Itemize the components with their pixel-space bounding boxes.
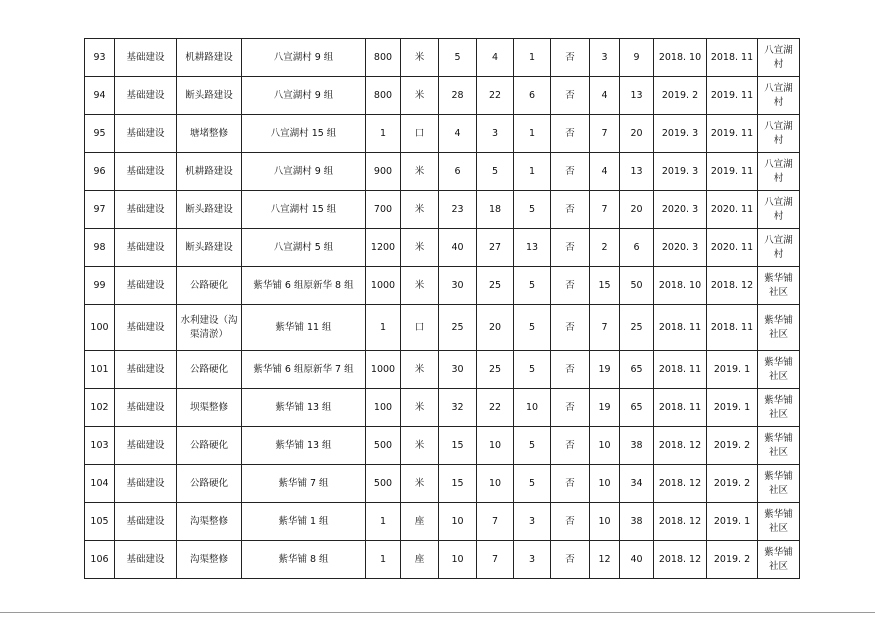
cell-relocation-flag: 否 — [551, 427, 590, 465]
cell-scale: 1 — [366, 115, 401, 153]
cell-beneficiary-persons: 20 — [620, 115, 654, 153]
cell-project-name: 公路硬化 — [177, 267, 242, 305]
cell-row-number: 98 — [85, 229, 115, 267]
cell-responsible-unit: 紫华铺社区 — [758, 427, 800, 465]
cell-location: 紫华铺 7 组 — [242, 465, 366, 503]
cell-beneficiary-households: 7 — [590, 305, 620, 351]
cell-location: 八宣湖村 15 组 — [242, 115, 366, 153]
cell-unit: 米 — [401, 465, 439, 503]
cell-start-date: 2020. 3 — [654, 191, 707, 229]
cell-location: 紫华铺 6 组原新华 7 组 — [242, 351, 366, 389]
cell-total-investment: 10 — [439, 541, 477, 579]
cell-scale: 1000 — [366, 267, 401, 305]
cell-scale: 1 — [366, 305, 401, 351]
cell-unit: 米 — [401, 229, 439, 267]
cell-location: 紫华铺 1 组 — [242, 503, 366, 541]
cell-self-raised-funds: 5 — [514, 427, 551, 465]
cell-beneficiary-persons: 6 — [620, 229, 654, 267]
cell-total-investment: 40 — [439, 229, 477, 267]
cell-beneficiary-persons: 9 — [620, 39, 654, 77]
table-row — [85, 267, 800, 305]
table-row — [85, 229, 800, 267]
cell-end-date: 2019. 1 — [707, 351, 758, 389]
cell-total-investment: 23 — [439, 191, 477, 229]
cell-total-investment: 5 — [439, 39, 477, 77]
cell-unit: 米 — [401, 77, 439, 115]
cell-category: 基础建设 — [115, 503, 177, 541]
cell-relocation-flag: 否 — [551, 351, 590, 389]
cell-scale: 500 — [366, 465, 401, 503]
cell-unit: 米 — [401, 427, 439, 465]
cell-responsible-unit: 八宣湖村 — [758, 153, 800, 191]
cell-start-date: 2019. 3 — [654, 115, 707, 153]
cell-row-number: 104 — [85, 465, 115, 503]
table-row — [85, 39, 800, 77]
cell-relocation-flag: 否 — [551, 389, 590, 427]
cell-scale: 800 — [366, 77, 401, 115]
cell-beneficiary-households: 19 — [590, 389, 620, 427]
cell-beneficiary-households: 7 — [590, 115, 620, 153]
cell-self-raised-funds: 5 — [514, 305, 551, 351]
cell-self-raised-funds: 10 — [514, 389, 551, 427]
cell-self-raised-funds: 5 — [514, 191, 551, 229]
cell-end-date: 2019. 1 — [707, 389, 758, 427]
cell-category: 基础建设 — [115, 351, 177, 389]
cell-scale: 500 — [366, 427, 401, 465]
cell-self-raised-funds: 3 — [514, 541, 551, 579]
cell-beneficiary-households: 10 — [590, 503, 620, 541]
table-row — [85, 191, 800, 229]
cell-row-number: 100 — [85, 305, 115, 351]
cell-location: 八宣湖村 9 组 — [242, 77, 366, 115]
cell-category: 基础建设 — [115, 389, 177, 427]
cell-start-date: 2018. 12 — [654, 465, 707, 503]
cell-unit: 米 — [401, 39, 439, 77]
cell-project-name: 断头路建设 — [177, 229, 242, 267]
cell-unit: 米 — [401, 351, 439, 389]
cell-unit: 座 — [401, 503, 439, 541]
table-row — [85, 351, 800, 389]
table-row — [85, 389, 800, 427]
cell-row-number: 101 — [85, 351, 115, 389]
cell-special-funds: 27 — [477, 229, 514, 267]
cell-project-name: 断头路建设 — [177, 191, 242, 229]
cell-responsible-unit: 八宣湖村 — [758, 115, 800, 153]
cell-location: 八宣湖村 9 组 — [242, 39, 366, 77]
cell-scale: 1000 — [366, 351, 401, 389]
cell-scale: 1 — [366, 541, 401, 579]
cell-responsible-unit: 紫华铺社区 — [758, 267, 800, 305]
cell-scale: 1200 — [366, 229, 401, 267]
cell-self-raised-funds: 5 — [514, 465, 551, 503]
cell-project-name: 机耕路建设 — [177, 39, 242, 77]
cell-self-raised-funds: 1 — [514, 39, 551, 77]
cell-unit: 米 — [401, 267, 439, 305]
cell-project-name: 公路硬化 — [177, 351, 242, 389]
cell-special-funds: 4 — [477, 39, 514, 77]
cell-special-funds: 10 — [477, 465, 514, 503]
cell-responsible-unit: 紫华铺社区 — [758, 305, 800, 351]
cell-beneficiary-persons: 25 — [620, 305, 654, 351]
cell-total-investment: 32 — [439, 389, 477, 427]
cell-beneficiary-households: 2 — [590, 229, 620, 267]
cell-responsible-unit: 紫华铺社区 — [758, 503, 800, 541]
cell-scale: 900 — [366, 153, 401, 191]
cell-beneficiary-persons: 50 — [620, 267, 654, 305]
cell-category: 基础建设 — [115, 541, 177, 579]
cell-responsible-unit: 紫华铺社区 — [758, 541, 800, 579]
cell-start-date: 2018. 10 — [654, 267, 707, 305]
cell-unit: 口 — [401, 305, 439, 351]
cell-special-funds: 7 — [477, 503, 514, 541]
cell-start-date: 2018. 11 — [654, 305, 707, 351]
cell-self-raised-funds: 13 — [514, 229, 551, 267]
cell-scale: 700 — [366, 191, 401, 229]
cell-location: 紫华铺 13 组 — [242, 389, 366, 427]
cell-project-name: 机耕路建设 — [177, 153, 242, 191]
cell-special-funds: 22 — [477, 77, 514, 115]
project-table — [84, 38, 800, 579]
cell-relocation-flag: 否 — [551, 115, 590, 153]
cell-responsible-unit: 紫华铺社区 — [758, 389, 800, 427]
cell-total-investment: 10 — [439, 503, 477, 541]
cell-category: 基础建设 — [115, 427, 177, 465]
cell-special-funds: 22 — [477, 389, 514, 427]
cell-start-date: 2018. 12 — [654, 503, 707, 541]
cell-total-investment: 25 — [439, 305, 477, 351]
cell-end-date: 2018. 12 — [707, 267, 758, 305]
cell-start-date: 2018. 10 — [654, 39, 707, 77]
cell-start-date: 2018. 12 — [654, 541, 707, 579]
cell-total-investment: 4 — [439, 115, 477, 153]
cell-category: 基础建设 — [115, 77, 177, 115]
cell-category: 基础建设 — [115, 267, 177, 305]
cell-beneficiary-households: 19 — [590, 351, 620, 389]
cell-beneficiary-persons: 20 — [620, 191, 654, 229]
cell-project-name: 坝渠整修 — [177, 389, 242, 427]
cell-beneficiary-households: 4 — [590, 77, 620, 115]
cell-row-number: 99 — [85, 267, 115, 305]
cell-self-raised-funds: 1 — [514, 153, 551, 191]
cell-row-number: 103 — [85, 427, 115, 465]
table-row — [85, 305, 800, 351]
cell-project-name: 沟渠整修 — [177, 541, 242, 579]
cell-start-date: 2019. 3 — [654, 153, 707, 191]
cell-scale: 800 — [366, 39, 401, 77]
cell-category: 基础建设 — [115, 229, 177, 267]
cell-special-funds: 25 — [477, 267, 514, 305]
cell-relocation-flag: 否 — [551, 503, 590, 541]
cell-location: 紫华铺 11 组 — [242, 305, 366, 351]
cell-beneficiary-persons: 65 — [620, 389, 654, 427]
cell-relocation-flag: 否 — [551, 541, 590, 579]
cell-total-investment: 15 — [439, 427, 477, 465]
cell-location: 八宣湖村 9 组 — [242, 153, 366, 191]
cell-category: 基础建设 — [115, 153, 177, 191]
cell-self-raised-funds: 5 — [514, 267, 551, 305]
cell-location: 紫华铺 13 组 — [242, 427, 366, 465]
table-row — [85, 541, 800, 579]
cell-beneficiary-households: 4 — [590, 153, 620, 191]
table-row — [85, 77, 800, 115]
cell-beneficiary-households: 12 — [590, 541, 620, 579]
cell-row-number: 94 — [85, 77, 115, 115]
cell-category: 基础建设 — [115, 39, 177, 77]
cell-beneficiary-households: 3 — [590, 39, 620, 77]
cell-end-date: 2019. 11 — [707, 153, 758, 191]
cell-start-date: 2018. 12 — [654, 427, 707, 465]
cell-self-raised-funds: 6 — [514, 77, 551, 115]
cell-beneficiary-persons: 13 — [620, 77, 654, 115]
cell-special-funds: 5 — [477, 153, 514, 191]
cell-total-investment: 6 — [439, 153, 477, 191]
cell-row-number: 97 — [85, 191, 115, 229]
cell-scale: 100 — [366, 389, 401, 427]
table-row — [85, 427, 800, 465]
cell-end-date: 2019. 2 — [707, 427, 758, 465]
cell-beneficiary-persons: 65 — [620, 351, 654, 389]
cell-location: 八宣湖村 5 组 — [242, 229, 366, 267]
cell-beneficiary-households: 7 — [590, 191, 620, 229]
cell-project-name: 沟渠整修 — [177, 503, 242, 541]
cell-unit: 米 — [401, 153, 439, 191]
table-row — [85, 465, 800, 503]
cell-total-investment: 28 — [439, 77, 477, 115]
cell-beneficiary-households: 10 — [590, 465, 620, 503]
cell-row-number: 96 — [85, 153, 115, 191]
cell-start-date: 2020. 3 — [654, 229, 707, 267]
cell-special-funds: 25 — [477, 351, 514, 389]
cell-end-date: 2020. 11 — [707, 229, 758, 267]
cell-end-date: 2019. 1 — [707, 503, 758, 541]
cell-total-investment: 30 — [439, 267, 477, 305]
cell-unit: 米 — [401, 191, 439, 229]
cell-project-name: 公路硬化 — [177, 465, 242, 503]
cell-project-name: 塘堵整修 — [177, 115, 242, 153]
cell-end-date: 2019. 11 — [707, 77, 758, 115]
cell-responsible-unit: 八宣湖村 — [758, 191, 800, 229]
cell-total-investment: 30 — [439, 351, 477, 389]
cell-start-date: 2018. 11 — [654, 389, 707, 427]
cell-end-date: 2019. 2 — [707, 541, 758, 579]
cell-beneficiary-persons: 13 — [620, 153, 654, 191]
cell-end-date: 2018. 11 — [707, 305, 758, 351]
cell-category: 基础建设 — [115, 465, 177, 503]
cell-location: 紫华铺 6 组原新华 8 组 — [242, 267, 366, 305]
cell-location: 紫华铺 8 组 — [242, 541, 366, 579]
cell-special-funds: 3 — [477, 115, 514, 153]
cell-beneficiary-persons: 38 — [620, 503, 654, 541]
cell-category: 基础建设 — [115, 115, 177, 153]
cell-special-funds: 10 — [477, 427, 514, 465]
cell-beneficiary-persons: 38 — [620, 427, 654, 465]
cell-relocation-flag: 否 — [551, 229, 590, 267]
cell-row-number: 106 — [85, 541, 115, 579]
cell-special-funds: 7 — [477, 541, 514, 579]
table-row — [85, 153, 800, 191]
cell-end-date: 2018. 11 — [707, 39, 758, 77]
cell-row-number: 95 — [85, 115, 115, 153]
table-row — [85, 115, 800, 153]
cell-project-name: 水利建设（沟渠清淤） — [177, 305, 242, 351]
cell-beneficiary-persons: 34 — [620, 465, 654, 503]
cell-end-date: 2020. 11 — [707, 191, 758, 229]
cell-row-number: 93 — [85, 39, 115, 77]
cell-start-date: 2018. 11 — [654, 351, 707, 389]
cell-relocation-flag: 否 — [551, 39, 590, 77]
cell-relocation-flag: 否 — [551, 191, 590, 229]
cell-unit: 口 — [401, 115, 439, 153]
cell-unit: 座 — [401, 541, 439, 579]
cell-project-name: 断头路建设 — [177, 77, 242, 115]
table-row — [85, 503, 800, 541]
cell-responsible-unit: 紫华铺社区 — [758, 465, 800, 503]
cell-beneficiary-households: 15 — [590, 267, 620, 305]
cell-responsible-unit: 八宣湖村 — [758, 77, 800, 115]
cell-relocation-flag: 否 — [551, 77, 590, 115]
page-bottom-rule — [0, 612, 875, 613]
cell-total-investment: 15 — [439, 465, 477, 503]
cell-self-raised-funds: 3 — [514, 503, 551, 541]
cell-row-number: 102 — [85, 389, 115, 427]
cell-project-name: 公路硬化 — [177, 427, 242, 465]
cell-relocation-flag: 否 — [551, 267, 590, 305]
cell-location: 八宣湖村 15 组 — [242, 191, 366, 229]
cell-end-date: 2019. 2 — [707, 465, 758, 503]
cell-end-date: 2019. 11 — [707, 115, 758, 153]
cell-category: 基础建设 — [115, 191, 177, 229]
cell-responsible-unit: 八宣湖村 — [758, 39, 800, 77]
cell-scale: 1 — [366, 503, 401, 541]
cell-responsible-unit: 紫华铺社区 — [758, 351, 800, 389]
cell-responsible-unit: 八宣湖村 — [758, 229, 800, 267]
cell-beneficiary-households: 10 — [590, 427, 620, 465]
cell-special-funds: 20 — [477, 305, 514, 351]
cell-self-raised-funds: 1 — [514, 115, 551, 153]
cell-relocation-flag: 否 — [551, 465, 590, 503]
cell-category: 基础建设 — [115, 305, 177, 351]
cell-beneficiary-persons: 40 — [620, 541, 654, 579]
cell-row-number: 105 — [85, 503, 115, 541]
cell-relocation-flag: 否 — [551, 153, 590, 191]
cell-self-raised-funds: 5 — [514, 351, 551, 389]
table-body — [85, 39, 800, 579]
cell-unit: 米 — [401, 389, 439, 427]
cell-relocation-flag: 否 — [551, 305, 590, 351]
cell-special-funds: 18 — [477, 191, 514, 229]
cell-start-date: 2019. 2 — [654, 77, 707, 115]
